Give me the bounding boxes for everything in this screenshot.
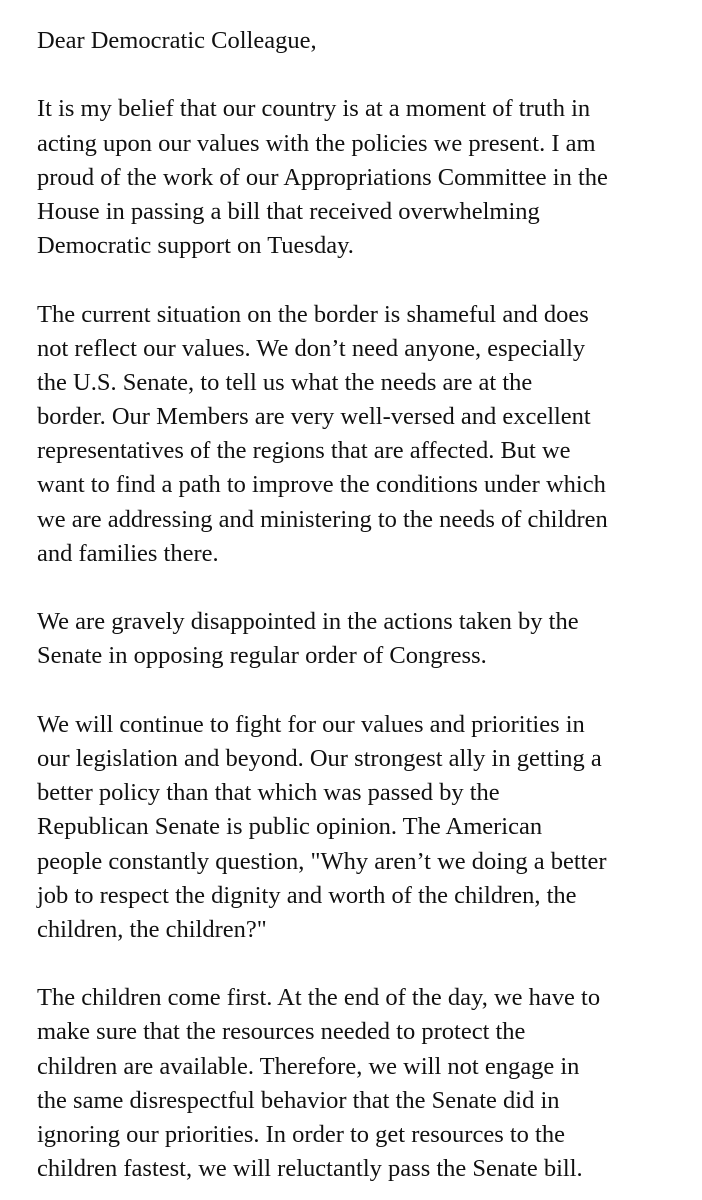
text-line: our legislation and beyond. Our strongest ally in getting a <box>37 744 602 772</box>
text-line: representatives of the regions that are affected. But we <box>37 437 571 465</box>
text-line: We are gravely disappointed in the actions taken by the <box>37 608 579 636</box>
text-line: House in passing a bill that received overwhelming <box>37 197 540 225</box>
text-line: want to find a path to improve the conditions under which <box>37 471 606 499</box>
text-line: children are available. Therefore, we will not engage in <box>37 1052 580 1080</box>
text-line: the U.S. Senate, to tell us what the needs are at the <box>37 368 533 396</box>
text-line: and families there. <box>37 539 219 567</box>
text-line: children, the children?" <box>37 915 267 943</box>
salutation <box>37 24 682 58</box>
text-line: acting upon our values with the policies we present. I am <box>37 129 596 157</box>
paragraph-5 <box>37 981 682 1186</box>
text-line: Senate in opposing regular order of Congress. <box>37 642 487 670</box>
text-line: Democratic support on Tuesday. <box>37 232 354 260</box>
paragraph-4 <box>37 708 682 947</box>
text-line: ignoring our priorities. In order to get resources to the <box>37 1121 565 1148</box>
text-line: we are addressing and ministering to the needs of children <box>37 505 608 533</box>
paragraph-3 <box>37 605 682 673</box>
salutation-line: Dear Democratic Colleague, <box>37 27 317 54</box>
text-line: proud of the work of our Appropriations Committee in the <box>37 163 608 191</box>
text-line: not reflect our values. We don’t need anyone, especially <box>37 334 586 362</box>
paragraph-2 <box>37 298 682 572</box>
paragraph-1 <box>37 92 682 263</box>
text-line: children fastest, we will reluctantly pass the Senate bill. <box>37 1155 583 1183</box>
text-line: make sure that the resources needed to protect the <box>37 1018 526 1046</box>
text-line: It is my belief that our country is at a moment of truth in <box>37 95 591 123</box>
text-line: Republican Senate is public opinion. The American <box>37 813 543 841</box>
text-line: better policy than that which was passed by the <box>37 779 500 807</box>
text-line: people constantly question, "Why aren’t we doing a better <box>37 847 607 875</box>
text-line: border. Our Members are very well-versed and excellent <box>37 403 591 431</box>
paragraph-gap <box>37 263 682 297</box>
paragraph-gap <box>37 571 682 605</box>
text-line: The children come first. At the end of the day, we have to <box>37 984 601 1012</box>
paragraph-gap <box>37 674 682 708</box>
paragraph-gap <box>37 58 682 92</box>
paragraph-gap <box>37 947 682 981</box>
text-line: We will continue to fight for our values and priorities in <box>37 710 585 738</box>
text-line: the same disrespectful behavior that the Senate did in <box>37 1086 560 1114</box>
text-line: The current situation on the border is shameful and does <box>37 300 589 328</box>
text-line: job to respect the dignity and worth of the children, the <box>37 881 577 909</box>
